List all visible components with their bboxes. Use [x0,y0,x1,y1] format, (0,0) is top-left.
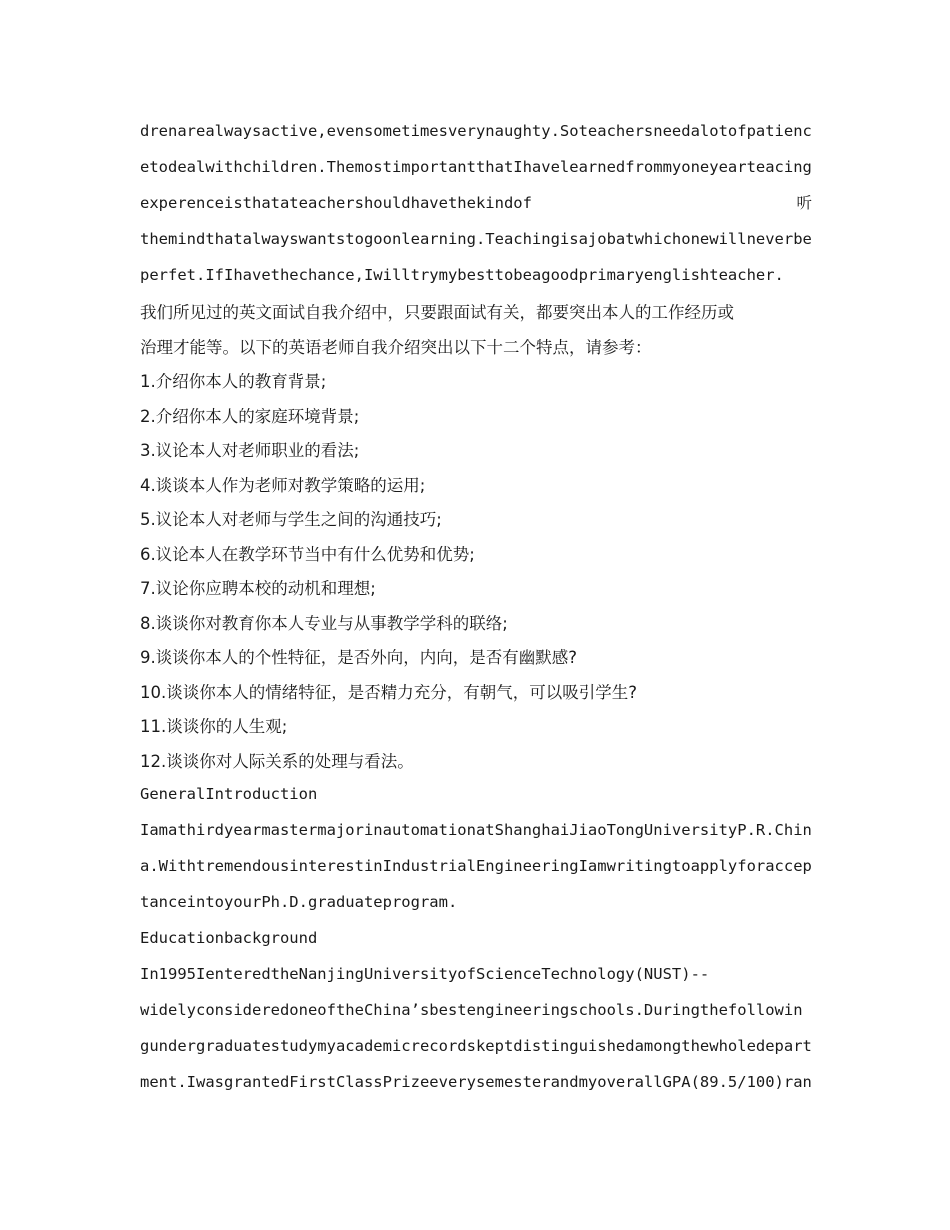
list-item: 12.谈谈你对人际关系的处理与看法。 [140,751,414,771]
text-line: etodealwithchildren.ThemostimportantthatIhavelearnedfrommyoneyearteacing [140,158,812,176]
list-item: 10.谈谈你本人的情绪特征，是否精力充分，有朝气，可以吸引学生? [140,682,637,702]
list-item: 11.谈谈你的人生观; [140,717,288,736]
text-segment: experenceisthatateachershouldhavethekindof [140,194,532,212]
text-line: In1995IenteredtheNanjingUniversityofScienceTechnology(NUST)-- [140,965,710,983]
text-line: 我们所见过的英文面试自我介绍中，只要跟面试有关，都要突出本人的工作经历或 [140,303,734,322]
text-line: themindthatalwayswantstogoonlearning.Teachingisajobatwhichonewillneverbe [140,230,812,248]
section-heading: GeneralIntroduction [140,785,318,803]
text-line: 治理才能等。以下的英语老师自我介绍突出以下十二个特点，请参考： [140,337,652,357]
list-item: 2.介绍你本人的家庭环境背景; [140,406,360,426]
text-segment: 听 [796,194,812,212]
list-item: 3.议论本人对老师职业的看法; [140,441,360,460]
text-line: a.WithtremendousinterestinIndustrialEngineeringIamwritingtoapplyforaccep [140,857,812,875]
text-line: ment.IwasgrantedFirstClassPrizeeverysemesterandmyoverallGPA(89.5/100)ran [140,1073,812,1091]
list-item: 8.谈谈你对教育你本人专业与从事教学学科的联络; [140,613,508,633]
text-line [140,188,812,224]
list-item: 9.谈谈你本人的个性特征，是否外向，内向，是否有幽默感? [140,648,578,667]
text-line: perfet.IfIhavethechance,Iwilltrymybesttobeagoodprimaryenglishteacher. [140,266,784,284]
section-heading: Educationbackground [140,929,318,947]
list-item: 6.议论本人在教学环节当中有什么优势和优势; [140,544,475,564]
document-body [140,116,812,1103]
text-line: tanceintoyourPh.D.graduateprogram. [140,893,458,911]
text-line: gundergraduatestudymyacademicrecordskeptdistinguishedamongthewholedepart [140,1037,812,1055]
text-line: widelyconsideredoneoftheChina’sbestengineeringschools.Duringthefollowin [140,1001,803,1019]
text-line: IamathirdyearmastermajorinautomationatShanghaiJiaoTongUniversityP.R.Chin [140,821,812,839]
list-item: 1.介绍你本人的教育背景; [140,372,327,391]
text-line: drenarealwaysactive,evensometimesverynaughty.Soteachersneedalotofpatienc [140,122,812,140]
list-item: 5.议论本人对老师与学生之间的沟通技巧; [140,510,442,529]
list-item: 7.议论你应聘本校的动机和理想; [140,579,376,598]
list-item: 4.谈谈本人作为老师对教学策略的运用; [140,475,426,495]
